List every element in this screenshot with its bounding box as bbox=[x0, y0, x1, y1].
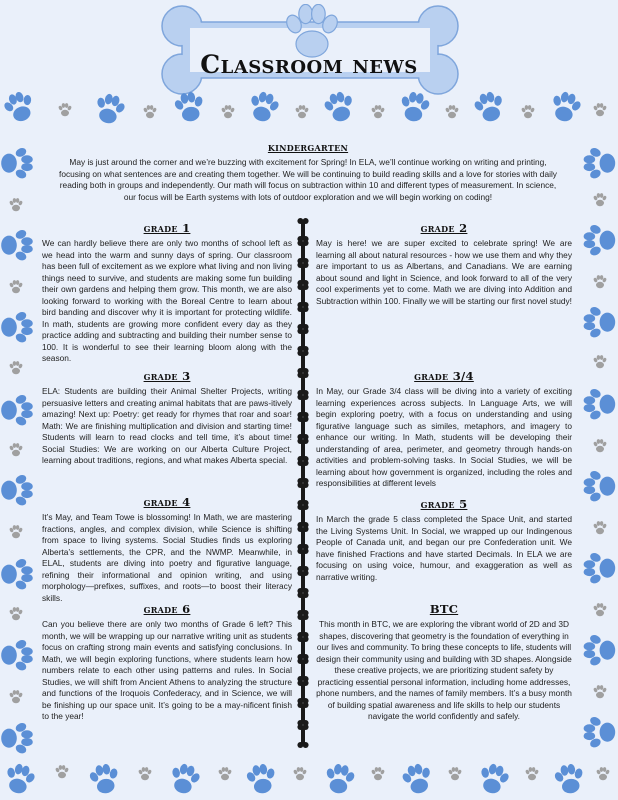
paw-print-icon bbox=[8, 606, 24, 622]
paw-print-icon bbox=[220, 104, 236, 120]
paw-print-icon bbox=[0, 555, 35, 593]
bone-icon bbox=[296, 306, 310, 330]
bone-icon bbox=[296, 394, 310, 418]
paw-print-icon bbox=[87, 762, 122, 797]
paw-print-icon bbox=[57, 102, 73, 118]
bone-icon bbox=[296, 724, 310, 748]
section-heading: grade 4 bbox=[143, 495, 191, 509]
paw-print-icon bbox=[520, 104, 536, 120]
grade34-section bbox=[316, 369, 572, 490]
bone-icon bbox=[296, 702, 310, 726]
bone-icon bbox=[296, 240, 310, 264]
paw-print-icon bbox=[322, 762, 357, 797]
paw-print-icon bbox=[581, 221, 618, 259]
paw-print-icon bbox=[2, 90, 37, 125]
paw-print-icon bbox=[92, 92, 127, 127]
paw-print-icon bbox=[8, 360, 24, 376]
bone-icon bbox=[296, 284, 310, 308]
paw-print-icon bbox=[8, 442, 24, 458]
paw-print-icon bbox=[0, 308, 35, 346]
section-heading: BTC bbox=[429, 602, 459, 616]
paw-print-icon bbox=[167, 762, 202, 797]
section-heading: grade 2 bbox=[420, 221, 468, 235]
paw-print-icon bbox=[0, 226, 35, 264]
section-body: Can you believe there are only two months of Grade 6 left? This month, we will be wrapping up our narrative writing unit as students focus on crafting strong main events and satisfying conclusions. In Math, we will begin exploring functions, where students learn how numbers relate to each other using patterns and rules. In Social Studies, we will shift from Ancient Athens to analyzing the structure and functions of the Iroquois Confederacy, and in Science, we will be finishing up our space unit. It’s going to be a may-nificent finish to the year! bbox=[42, 619, 292, 721]
bone-icon bbox=[296, 438, 310, 462]
paw-print-icon bbox=[292, 766, 308, 782]
paw-print-icon bbox=[322, 90, 357, 125]
section-body: May is here! we are super excited to celebrate spring! We are learning all about natural resources - how we use them and why they are important to us as Albertans, and Canadians. We are earning about sound and light in Science, and look forward to all of the very cool experiments yet to come. Math we are diving into Addition and Subtraction within 100. Finally we will be starting our first novel study! bbox=[316, 238, 572, 306]
bone-icon bbox=[296, 482, 310, 506]
section-body: In May, our Grade 3/4 class will be diving into a variety of exciting learning experiences across subjects. In Language Arts, we will begin exploring poetry, with a focus on understanding and using figurative language such as similes, metaphors, and imagery to enhance our writing. In Math, students will be developing their understanding of area, perimeter, and geometry through hands-on activities and problem-solving tasks. In Social Studies, we will be learning about how government is organized, including the roles and responsibilities at different levels bbox=[316, 386, 572, 488]
paw-print-icon bbox=[592, 684, 608, 700]
paw-print-icon bbox=[581, 713, 618, 751]
paw-print-icon bbox=[8, 524, 24, 540]
paw-print-icon bbox=[294, 104, 310, 120]
bone-icon bbox=[296, 526, 310, 550]
kindergarten-section bbox=[58, 140, 558, 203]
paw-print-icon bbox=[0, 719, 35, 757]
btc-section bbox=[316, 602, 572, 723]
paw-print-icon bbox=[8, 197, 24, 213]
paw-print-icon bbox=[400, 762, 435, 797]
paw-print-icon bbox=[581, 549, 618, 587]
paw-print-icon bbox=[0, 471, 35, 509]
bone-icon bbox=[296, 372, 310, 396]
grade4-section bbox=[42, 495, 292, 604]
section-body: May is just around the corner and we’re buzzing with excitement for Spring! In ELA, we’ll continue working on writing and printing, focusing on what sentences are and creating them together. We will be continuing to build reading skills and a love for stories with daily reading both in groups and independently. Our math will focus on subtraction within 10 and different types of measurement. In science, our focus will be Earth systems with lots of outdoor exploration and we will begin working on coding! bbox=[59, 157, 557, 202]
paw-print-icon bbox=[137, 766, 153, 782]
paw-print-icon bbox=[581, 467, 618, 505]
newsletter-title: Classroom news bbox=[200, 50, 418, 79]
bone-icon bbox=[296, 218, 310, 242]
paw-print-icon bbox=[397, 90, 432, 125]
paw-print-icon bbox=[246, 90, 281, 125]
bone-icon bbox=[296, 680, 310, 704]
section-body: ELA: Students are building their Animal Shelter Projects, writing persuasive letters and creating animal habitats that are paws-itively amazing! Next up: Poetry: get ready for rhymes that roar and soar! Math: We are finishing multiplication and division and starting time! Students will learn to read clocks and tell time, it’s about time! Social Studies: We are working on our Alberta Culture Project, learning about traditions, regions, and what makes Alberta special. bbox=[42, 386, 292, 465]
section-body: This month in BTC, we are exploring the vibrant world of 2D and 3D shapes, discovering that geometry is the foundation of everything in our lives and community. To bring these concepts to life, students will design their community using and building with 3D shapes. Alongside these creative projects, we are prioritizing student safety by practicing essential personal information, including home addresses, phone numbers, and the names of family members. It’s a busy month of building spatial awareness and life skills to help our students navigate the world confidently and safely. bbox=[316, 619, 572, 721]
grade2-section bbox=[316, 221, 572, 307]
grade5-section bbox=[316, 497, 572, 583]
bone-icon bbox=[296, 460, 310, 484]
paw-print-icon bbox=[447, 766, 463, 782]
paw-print-icon bbox=[370, 766, 386, 782]
paw-print-icon bbox=[54, 764, 70, 780]
paw-print-icon bbox=[142, 104, 158, 120]
section-heading: grade 3/4 bbox=[414, 369, 474, 383]
paw-print-icon bbox=[8, 279, 24, 295]
paw-print-icon bbox=[370, 104, 386, 120]
bone-icon bbox=[296, 416, 310, 440]
paw-print-icon bbox=[581, 144, 618, 182]
grade1-section bbox=[42, 221, 292, 365]
bone-icon bbox=[296, 504, 310, 528]
bone-icon bbox=[296, 548, 310, 572]
paw-print-icon bbox=[595, 766, 611, 782]
bone-icon bbox=[296, 262, 310, 286]
paw-print-icon bbox=[217, 766, 233, 782]
paw-print-icon bbox=[0, 636, 35, 674]
paw-print-icon bbox=[592, 602, 608, 618]
bone-icon bbox=[296, 570, 310, 594]
paw-print-icon bbox=[592, 438, 608, 454]
paw-print-icon bbox=[592, 192, 608, 208]
paw-print-icon bbox=[472, 90, 507, 125]
section-heading: kindergarten bbox=[267, 140, 349, 154]
section-heading: grade 6 bbox=[143, 602, 191, 616]
paw-print-icon bbox=[244, 762, 279, 797]
bone-icon bbox=[296, 592, 310, 616]
section-body: In March the grade 5 class completed the Space Unit, and started the Living Systems Unit. In Social, we wrapped up our Indingenous People of Canada unit, and began our pre Confederation unit. We have finished Fractions and have started Decimals. In ELA we are focusing on using voice, humour, and exaggeration as well as narrative writing. bbox=[316, 514, 572, 582]
section-body: It’s May, and Team Towe is blossoming! In Math, we are mastering fractions, angles, and complex division, while Science is shifting from space to living systems. Social Studies finds us exploring Alberta’s settlements, the CPR, and the NWMP. Meanwhile, in ELAL, students are diving into poetry and figurative language, refining their informational and opinion writing, and using morphology—prefixes, suffixes, and roots—to boost their literacy skills. bbox=[42, 512, 292, 603]
grade3-section bbox=[42, 369, 292, 467]
paw-print-icon bbox=[581, 303, 618, 341]
section-heading: grade 5 bbox=[420, 497, 468, 511]
bone-icon bbox=[296, 636, 310, 660]
paw-print-icon bbox=[552, 762, 587, 797]
bone-icon bbox=[296, 658, 310, 682]
paw-print-icon bbox=[476, 762, 511, 797]
paw-print-icon bbox=[592, 354, 608, 370]
paw-print-icon bbox=[581, 631, 618, 669]
paw-print-icon bbox=[172, 90, 207, 125]
bone-icon bbox=[296, 350, 310, 374]
bone-icon bbox=[296, 328, 310, 352]
paw-print-icon bbox=[444, 104, 460, 120]
section-heading: grade 3 bbox=[143, 369, 191, 383]
section-heading: grade 1 bbox=[143, 221, 191, 235]
paw-print-icon bbox=[581, 385, 618, 423]
paw-print-icon bbox=[0, 391, 35, 429]
paw-print-icon bbox=[592, 274, 608, 290]
section-body: We can hardly believe there are only two months of school left as we head into the warm and sunny days of spring. Our classroom has been full of excitement as we explore what living and non living things need to survive, and students are making some fun building their own gardens and helping them grow. This month, we are also looking forward to working with the Boreal Centre to learn about bird banding and discover why it is important for protecting wildlife. In math, students are growing more confident every day as they practice adding and subtracting and building their number sense to 100. It is wonderful to see their learning bloom along with the season. bbox=[42, 238, 292, 363]
paw-print-icon bbox=[548, 90, 583, 125]
paw-print-icon bbox=[592, 520, 608, 536]
grade6-section bbox=[42, 602, 292, 723]
paw-print-icon bbox=[524, 766, 540, 782]
paw-print-icon bbox=[8, 689, 24, 705]
paw-print-icon bbox=[592, 102, 608, 118]
paw-print-icon bbox=[0, 144, 35, 182]
bone-icon bbox=[296, 614, 310, 638]
paw-print-icon bbox=[2, 762, 37, 797]
